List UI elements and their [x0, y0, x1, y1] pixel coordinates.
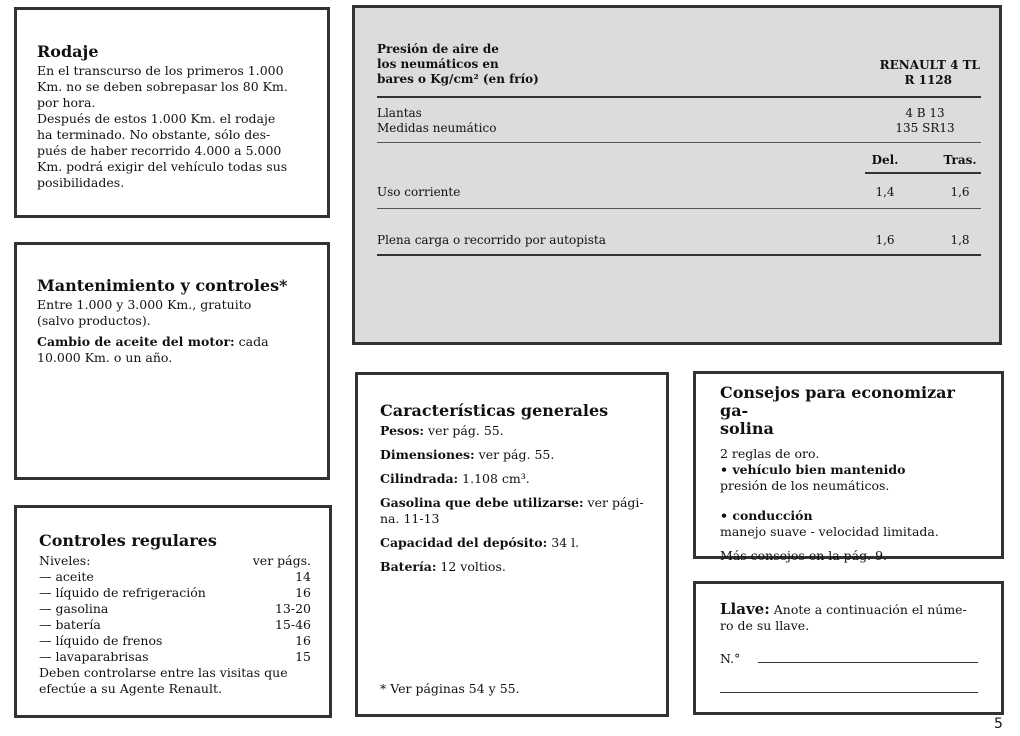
key-number-line[interactable] [758, 662, 978, 663]
controles-section [14, 505, 332, 718]
llantas-value: 4 B 13 [905, 106, 945, 120]
table-divider [377, 208, 981, 209]
consejos-title-line: Consejos para economizar ga- [720, 383, 955, 420]
item-label: — aceite [39, 569, 94, 584]
llave-line1 [720, 601, 987, 618]
spec-pesos [380, 423, 652, 439]
llantas-values [865, 106, 985, 136]
llave-label: Llave: [720, 600, 770, 618]
item-label: — gasolina [39, 601, 109, 616]
spec-cilindrada [380, 471, 652, 487]
item-pages: 16 [295, 585, 311, 600]
model-name [855, 58, 980, 88]
list-item [39, 649, 311, 665]
mantenimiento-title: Mantenimiento y controles* [37, 276, 288, 295]
oil-change-line [37, 334, 315, 350]
oil-change-line2: 10.000 Km. o un año. [37, 350, 173, 365]
spec-gasolina-cont: na. 11-13 [380, 511, 440, 526]
model-line: RENAULT 4 TL [879, 58, 980, 72]
pressure-title [377, 42, 539, 87]
spec-value: 34 l. [547, 535, 580, 550]
list-item [39, 633, 311, 649]
rodaje-text [37, 63, 315, 191]
list-item [39, 585, 311, 601]
item-pages: 14 [295, 569, 311, 584]
spec-value: ver pág. 55. [424, 423, 504, 438]
col-tras: Tras. [943, 153, 977, 167]
consejos-section [693, 371, 1004, 563]
col-del: Del. [871, 153, 899, 167]
model-line: R 1128 [904, 73, 952, 87]
controles-footer-line: Deben controlarse entre las visitas que [39, 665, 288, 680]
oil-change-label: Cambio de aceite del motor: [37, 334, 235, 349]
table-divider [377, 96, 981, 98]
consejo-2-label [720, 508, 987, 524]
table-divider [377, 142, 981, 143]
rodaje-line: En el transcurso de los primeros 1.000 [37, 63, 284, 78]
list-item [39, 569, 311, 585]
item-pages: 15-46 [274, 617, 311, 632]
niveles-label: Niveles: [39, 553, 91, 568]
rodaje-title: Rodaje [37, 42, 99, 61]
rodaje-section [14, 7, 330, 218]
row-del: 1,4 [875, 185, 895, 199]
key-number-line-2[interactable] [720, 692, 978, 693]
medidas-label: Medidas neumático [377, 121, 497, 135]
row-tras: 1,6 [950, 185, 970, 199]
consejos-text [720, 446, 987, 564]
llave-text [720, 601, 987, 634]
controles-title: Controles regulares [39, 531, 217, 550]
controles-footer [39, 665, 311, 697]
spec-bateria [380, 559, 652, 575]
rodaje-line: por hora. [37, 95, 96, 110]
rodaje-line: posibilidades. [37, 175, 125, 190]
consejos-title-line: solina [720, 419, 774, 438]
spec-label: Gasolina que debe utilizarse: [380, 495, 584, 510]
llantas-label: Llantas [377, 106, 422, 120]
controles-footer-line: efectúe a su Agente Renault. [39, 681, 222, 696]
consejo-1-text: presión de los neumáticos. [720, 478, 890, 493]
spec-label: Capacidad del depósito: [380, 535, 548, 550]
footnote: * Ver páginas 54 y 55. [380, 681, 520, 696]
pressure-title-line: bares o Kg/cm² (en frío) [377, 72, 539, 86]
oil-change-text: cada [234, 334, 269, 349]
rodaje-line: Km. podrá exigir del vehículo todas sus [37, 159, 288, 174]
llave-instruction: Anote a continuación el núme- [769, 602, 967, 617]
spec-label: Cilindrada: [380, 471, 459, 486]
row-label: Uso corriente [377, 185, 461, 199]
pressure-title-line: Presión de aire de [377, 42, 499, 56]
tire-pressure-table [352, 5, 1002, 345]
spec-gasolina [380, 495, 652, 511]
consejo-2-bold: • conducción [720, 508, 813, 523]
mantenimiento-text [37, 297, 315, 366]
item-label: — líquido de frenos [39, 633, 163, 648]
caracteristicas-section [355, 372, 669, 717]
spec-value: 1.108 cm³. [458, 471, 530, 486]
reglas: 2 reglas de oro. [720, 446, 820, 461]
spec-value: ver pág. 55. [474, 447, 555, 462]
item-label: — lavaparabrisas [39, 649, 149, 664]
controles-header [39, 553, 311, 569]
item-pages: 16 [295, 633, 311, 648]
rodaje-line: pués de haber recorrido 4.000 a 5.000 [37, 143, 282, 158]
list-item [39, 601, 311, 617]
table-divider [865, 172, 981, 174]
list-item [39, 617, 311, 633]
medidas-value: 135 SR13 [895, 121, 955, 135]
mantenimiento-line: (salvo productos). [37, 313, 151, 328]
spec-dimensiones [380, 447, 652, 463]
key-number-label: N.° [720, 651, 741, 666]
item-label: — batería [39, 617, 101, 632]
spec-value: ver pági- [583, 495, 644, 510]
item-pages: 13-20 [274, 601, 311, 616]
spec-capacidad [380, 535, 652, 551]
mas-consejos: Más consejos en la pág. 9. [720, 548, 887, 563]
consejo-2-text: manejo suave - velocidad limitada. [720, 524, 939, 539]
mantenimiento-line: Entre 1.000 y 3.000 Km., gratuito [37, 297, 252, 312]
row-del: 1,6 [875, 233, 895, 247]
rodaje-line: Km. no se deben sobrepasar los 80 Km. [37, 79, 288, 94]
llave-line2: ro de su llave. [720, 618, 810, 633]
item-pages: 15 [295, 649, 311, 664]
llantas-labels [377, 106, 496, 136]
llave-section [693, 581, 1004, 715]
spec-label: Pesos: [380, 423, 425, 438]
spec-value: 12 voltios. [436, 559, 506, 574]
table-divider [377, 254, 981, 256]
consejos-title [720, 384, 987, 438]
page-number: 5 [994, 716, 1003, 732]
rodaje-line: ha terminado. No obstante, sólo des- [37, 127, 271, 142]
consejo-1-bold: • vehículo bien mantenido [720, 462, 906, 477]
spec-label: Dimensiones: [380, 447, 475, 462]
caracteristicas-title: Características generales [380, 401, 609, 420]
row-label: Plena carga o recorrido por autopista [377, 233, 606, 247]
caracteristicas-list [380, 423, 652, 575]
row-tras: 1,8 [950, 233, 970, 247]
pressure-title-line: los neumáticos en [377, 57, 499, 71]
rodaje-line: Después de estos 1.000 Km. el rodaje [37, 111, 276, 126]
mantenimiento-section [14, 242, 330, 480]
ver-pags-label: ver págs. [252, 553, 311, 568]
spec-label: Batería: [380, 559, 437, 574]
consejo-1-label [720, 462, 987, 478]
item-label: — líquido de refrigeración [39, 585, 206, 600]
